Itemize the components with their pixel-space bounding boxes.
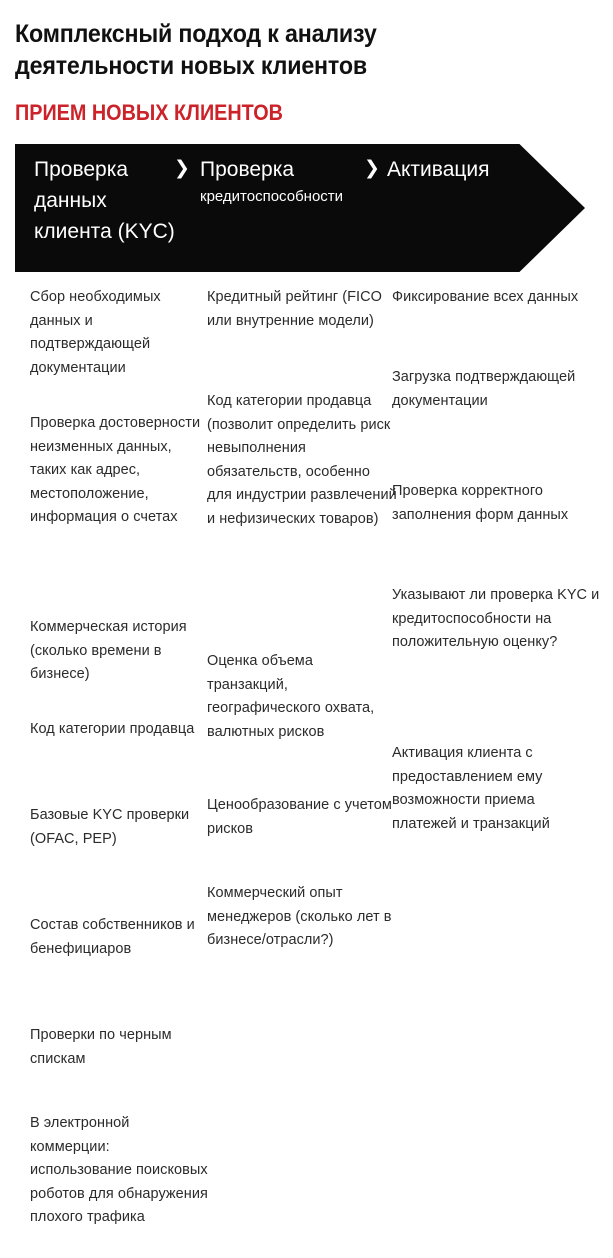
checklist-item: Базовые KYC проверки (OFAC, PEP) [30, 807, 190, 847]
stage-kyc-line-2: данных [34, 189, 107, 212]
page-subtitle: ПРИЕМ НОВЫХ КЛИЕНТОВ [15, 100, 283, 125]
checklist-item: Указывают ли проверка KYC и кредитоспособности на положительную оценку? [392, 587, 600, 650]
stage-header-kyc [34, 154, 174, 247]
stage-credit-line-1: Проверка [200, 158, 295, 181]
chevron-right-icon: ❯ [174, 158, 190, 179]
stage-header-activation [387, 154, 557, 185]
checklist-item: Проверка достоверности неизменных данных, таких как адрес, местоположение, информация о счетах [30, 415, 201, 525]
stage-activation-line-1: Активация [387, 158, 490, 181]
stage-kyc-line-1: Проверка [34, 158, 129, 181]
checklist-item: Проверки по черным спискам [30, 1027, 172, 1067]
checklist-item: Коммерческий опыт менеджеров (сколько лет в бизнесе/отрасли?) [207, 885, 392, 948]
stage-header-creditworthiness [200, 154, 375, 209]
checklist-item: Кредитный рейтинг (FICO или внутренние модели) [207, 289, 382, 329]
checklist-item: Код категории продавца (позволит определить риск невыполнения обязательств, особенно для индустрии развлечений и нефизических товаров) [207, 393, 397, 527]
checklist-item: В электронной коммерции: использование поисковых роботов для обнаружения плохого трафика [30, 1115, 208, 1225]
checklist-item: Код категории продавца [30, 721, 195, 737]
chevron-right-icon-2: ❯ [364, 158, 380, 179]
checklist-item: Проверка корректного заполнения форм данных [392, 483, 569, 523]
checklist-item: Загрузка подтверждающей документации [392, 369, 576, 409]
checklist-item: Коммерческая история (сколько времени в бизнесе) [30, 619, 187, 682]
banner-content [15, 144, 585, 272]
checklist-item: Активация клиента с предоставлением ему возможности приема платежей и транзакций [392, 745, 550, 832]
checklist-item: Состав собственников и бенефициаров [30, 917, 195, 957]
process-banner [15, 144, 585, 272]
stage-kyc-line-3: клиента (KYC) [34, 220, 175, 243]
page-title: Комплексный подход к анализу деятельности новых клиентов [15, 20, 377, 80]
checklist-item: Оценка объема транзакций, географического охвата, валютных рисков [207, 653, 375, 740]
checklist-item: Фиксирование всех данных [392, 289, 579, 305]
checklist-item: Сбор необходимых данных и подтверждающей документации [30, 289, 161, 376]
stage-credit-line-2: кредитоспособности [200, 188, 344, 205]
checklist-item: Ценообразование с учетом рисков [207, 797, 392, 837]
